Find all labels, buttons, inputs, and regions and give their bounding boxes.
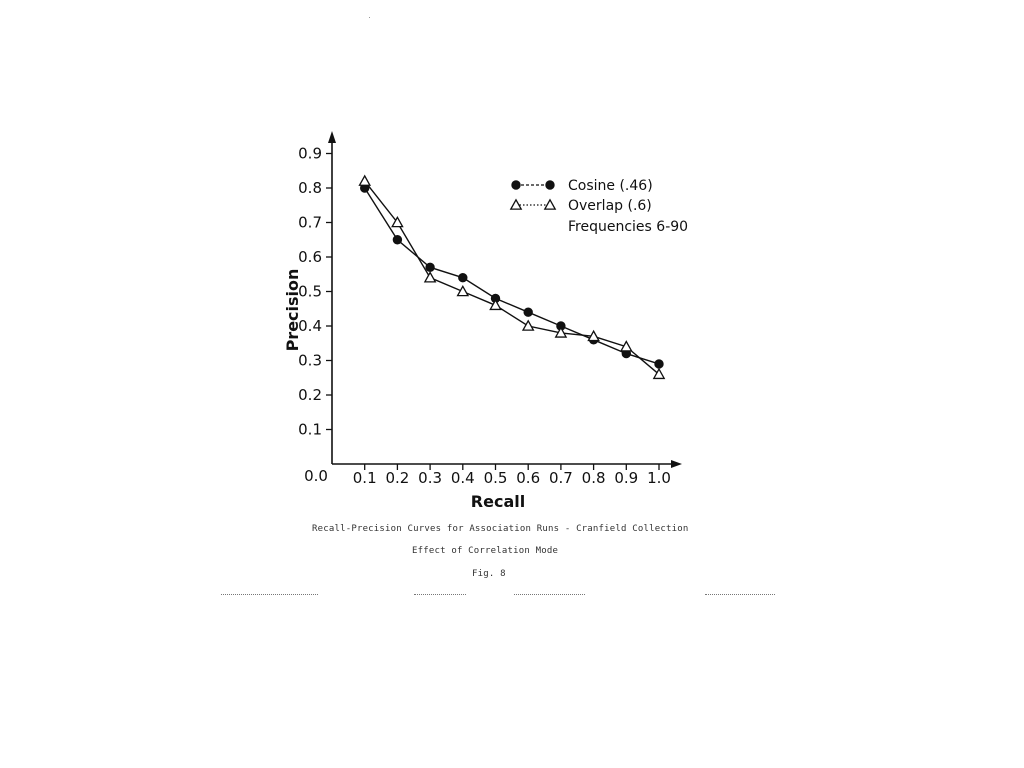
y-axis-title: Precision bbox=[283, 268, 302, 352]
y-tick-label: 0.2 bbox=[298, 386, 322, 404]
x-tick-label: 0.5 bbox=[483, 469, 508, 487]
x-tick-label: 0.2 bbox=[385, 469, 410, 487]
y-tick-label: 0.9 bbox=[298, 144, 322, 163]
overlap-point bbox=[425, 273, 435, 282]
cosine-legend-label: Cosine (.46) bbox=[568, 178, 653, 194]
cosine-point bbox=[655, 360, 663, 368]
overlap-point bbox=[523, 321, 533, 330]
cosine-series-line bbox=[365, 188, 659, 364]
divider-rule bbox=[705, 594, 775, 595]
x-tick-label: 0.7 bbox=[548, 469, 573, 487]
divider-rule bbox=[414, 594, 466, 595]
x-axis-title: Recall bbox=[470, 492, 526, 511]
caption-subtitle: Effect of Correlation Mode bbox=[412, 546, 559, 556]
x-tick-label: 0.6 bbox=[516, 469, 541, 487]
overlap-legend-marker bbox=[545, 200, 555, 209]
divider-rule bbox=[514, 594, 585, 595]
cosine-legend-marker bbox=[512, 181, 520, 189]
overlap-point bbox=[360, 176, 370, 185]
figure-number: Fig. 8 bbox=[472, 569, 506, 579]
y-axis-arrowhead bbox=[328, 131, 336, 143]
legend-note: Frequencies 6-90 bbox=[568, 219, 689, 235]
x-tick-label: 0.4 bbox=[450, 469, 475, 487]
y-tick-label: 0.3 bbox=[298, 351, 322, 370]
cosine-point bbox=[524, 308, 532, 316]
x-tick-label: 1.0 bbox=[647, 469, 671, 487]
y-tick-label: 0.1 bbox=[298, 420, 322, 439]
y-tick-label: 0.5 bbox=[298, 282, 322, 301]
x-axis-arrowhead bbox=[671, 460, 682, 468]
caption-title: Recall-Precision Curves for Association Runs - Cranfield Collection bbox=[312, 524, 689, 534]
x-tick-label: 0.3 bbox=[418, 469, 443, 487]
y-tick-label: 0.7 bbox=[298, 213, 322, 232]
y-tick-label: 0.4 bbox=[298, 317, 322, 335]
legend bbox=[511, 178, 688, 235]
cosine-point bbox=[393, 236, 401, 244]
divider-rule bbox=[221, 594, 318, 595]
x-tick-label: 0.1 bbox=[352, 469, 377, 487]
cosine-legend-marker bbox=[546, 181, 554, 189]
y-tick-label: 0.6 bbox=[298, 248, 322, 266]
overlap-point bbox=[490, 300, 500, 309]
overlap-point bbox=[458, 286, 468, 295]
cosine-point bbox=[426, 263, 434, 271]
x-tick-label: 0.9 bbox=[614, 469, 639, 487]
overlap-legend-label: Overlap (.6) bbox=[568, 198, 652, 214]
origin-label: 0.0 bbox=[304, 467, 328, 485]
x-tick-label: 0.8 bbox=[581, 469, 606, 487]
cosine-point bbox=[459, 274, 467, 282]
y-tick-label: 0.8 bbox=[298, 179, 322, 197]
